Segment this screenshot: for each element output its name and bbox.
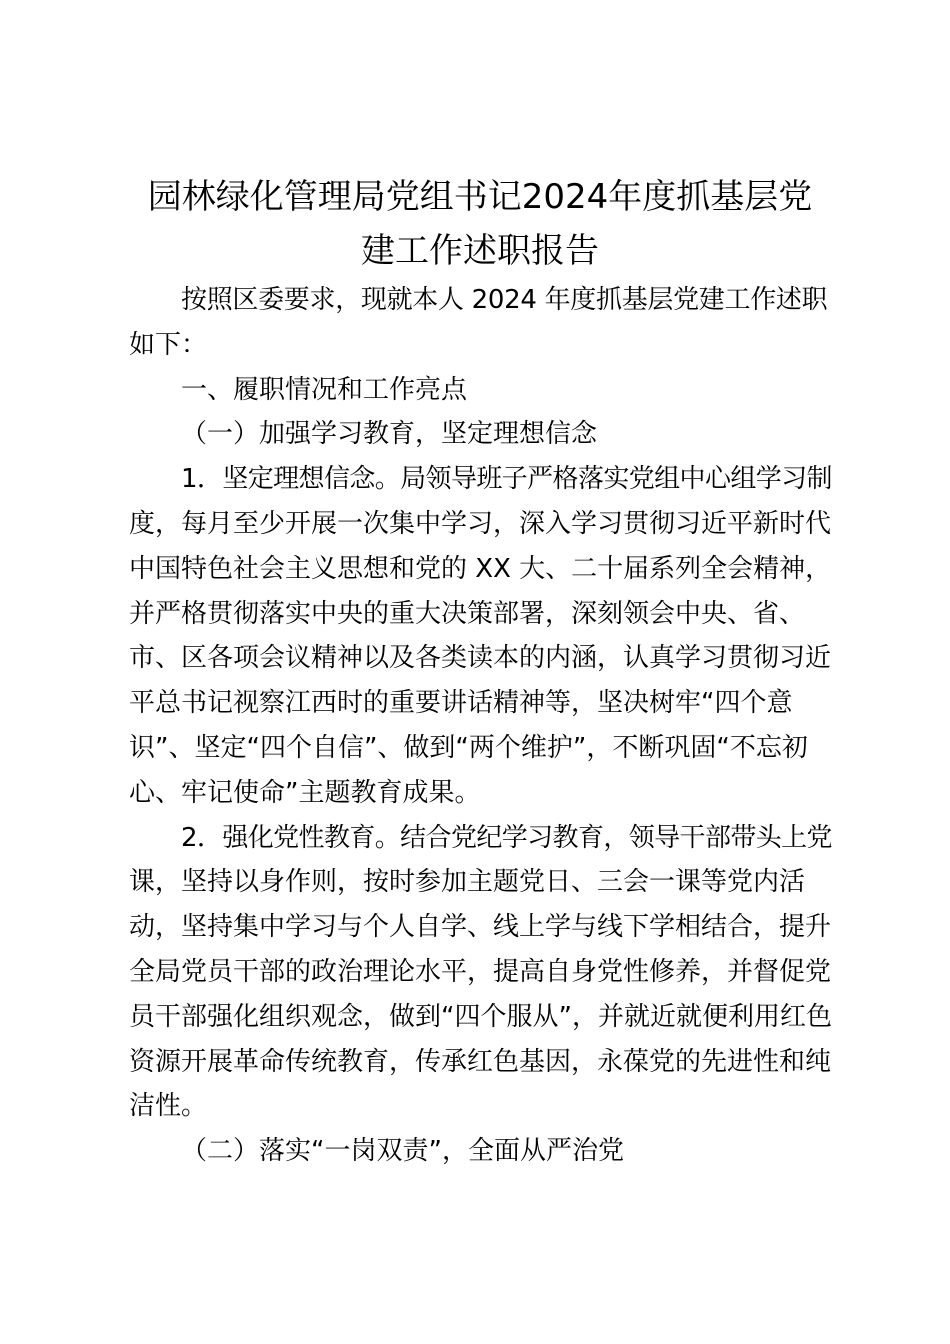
body-line: 心、牢记使命”主题教育成果。	[129, 777, 481, 808]
body-line: 中国特色社会主义思想和党的 XX 大、二十届系列全会精神，	[129, 553, 832, 584]
body-line: 2．强化党性教育。结合党纪学习教育，领导干部带头上党	[181, 822, 832, 853]
body-line: 如下：	[129, 329, 208, 360]
body-line: 课，坚持以身作则，按时参加主题党日、三会一课等党内活	[129, 867, 806, 898]
body-line: 洁性。	[129, 1091, 208, 1122]
body-line: 度，每月至少开展一次集中学习，深入学习贯彻习近平新时代	[129, 508, 832, 539]
body-line: 一、履职情况和工作亮点	[181, 374, 468, 405]
body-line: 并严格贯彻落实中央的重大决策部署，深刻领会中央、省、	[129, 598, 806, 629]
body-line: 全局党员干部的政治理论水平，提高自身党性修养，并督促党	[129, 956, 832, 987]
body-line: 1．坚定理想信念。局领导班子严格落实党组中心组学习制	[181, 464, 832, 495]
body-line: 识”、坚定“四个自信”、做到“两个维护”，不断巩固“不忘初	[129, 732, 808, 763]
document-title	[100, 170, 860, 278]
title-line-1: 园林绿化管理局党组书记2024年度抓基层党	[147, 177, 813, 217]
body-line: 资源开展革命传统教育，传承红色基因，永葆党的先进性和纯	[129, 1046, 832, 1077]
body-line: （二）落实“一岗双责”，全面从严治党	[181, 1136, 624, 1167]
title-line-2: 建工作述职报告	[361, 231, 599, 271]
body-line: 平总书记视察江西时的重要讲话精神等，坚决树牢“四个意	[129, 688, 793, 719]
body-line: 动，坚持集中学习与个人自学、线上学与线下学相结合，提升	[129, 912, 832, 943]
body-line: 员干部强化组织观念，做到“四个服从”，并就近就便利用红色	[129, 1001, 832, 1032]
document-body	[129, 278, 834, 1174]
body-line: 按照区委要求，现就本人 2024 年度抓基层党建工作述职	[181, 285, 828, 315]
body-line: 市、区各项会议精神以及各类读本的内涵，认真学习贯彻习近	[129, 643, 832, 674]
body-line: （一）加强学习教育，坚定理想信念	[181, 419, 598, 450]
